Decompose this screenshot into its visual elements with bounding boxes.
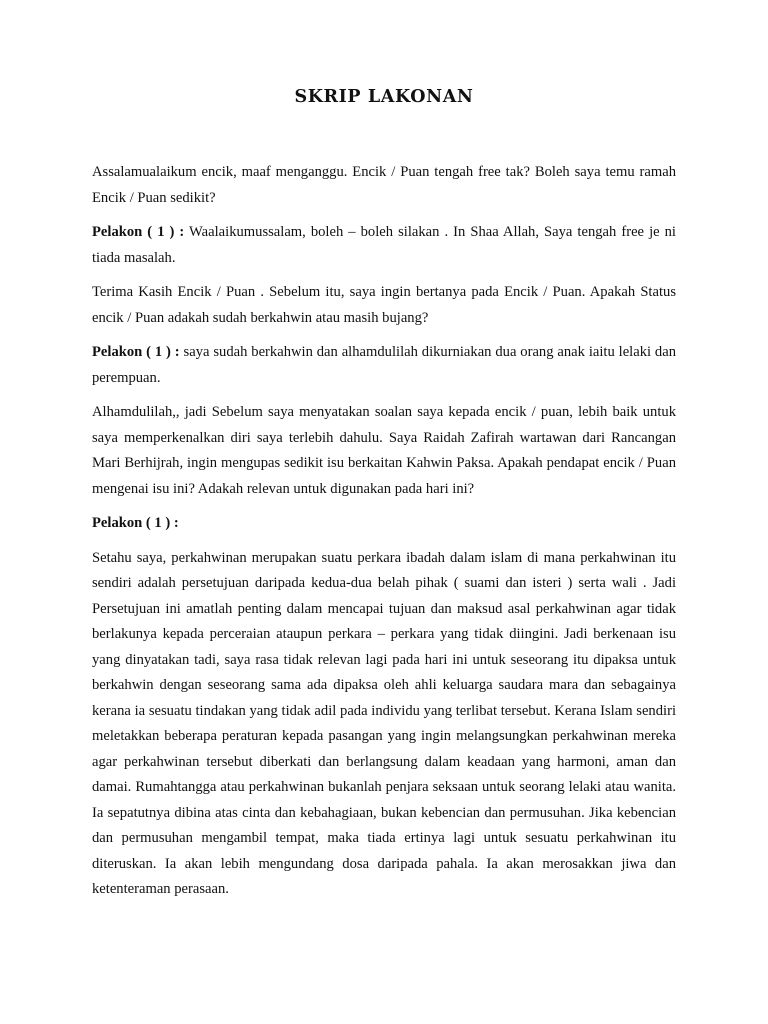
paragraph-introduction (92, 400, 676, 502)
document-title: SKRIP LAKONAN (294, 87, 474, 107)
paragraph-actor-reply-2 (92, 340, 676, 391)
paragraph-actor-reply-1 (92, 220, 676, 271)
paragraph-actor-answer (92, 546, 676, 903)
script-body (92, 160, 676, 912)
paragraph-actor-label (92, 511, 676, 537)
paragraph-greeting (92, 160, 676, 211)
speaker-label: Pelakon ( 1 ) : (92, 344, 180, 360)
paragraph-text: Waalaikumussalam, boleh – boleh silakan . In Shaa Allah, Saya tengah free je ni tiada masalah. (92, 224, 676, 266)
speaker-label: Pelakon ( 1 ) : (92, 224, 185, 240)
paragraph-text: Alhamdulilah,, jadi Sebelum saya menyatakan soalan saya kepada encik / puan, lebih baik untuk saya memperkenalkan diri saya terlebih dahulu. Saya Raidah Zafirah wartawan dari Rancangan Mari Berhijrah, ingin mengupas sedikit isu berkaitan Kahwin Paksa. Apakah pendapat encik / Puan mengenai isu ini? Adakah relevan untuk digunakan pada hari ini? (92, 404, 676, 497)
paragraph-text: saya sudah berkahwin dan alhamdulilah dikurniakan dua orang anak iaitu lelaki dan perempuan. (92, 344, 677, 386)
paragraph-status-question (92, 280, 676, 331)
paragraph-text: Assalamualaikum encik, maaf menganggu. Encik / Puan tengah free tak? Boleh saya temu ramah Encik / Puan sedikit? (92, 164, 676, 206)
paragraph-text: Terima Kasih Encik / Puan . Sebelum itu, saya ingin bertanya pada Encik / Puan. Apakah Status encik / Puan adakah sudah berkahwin atau masih bujang? (92, 284, 676, 326)
paragraph-text: Setahu saya, perkahwinan merupakan suatu perkara ibadah dalam islam di mana perkahwinan itu sendiri adalah persetujuan daripada kedua-dua belah pihak ( suami dan isteri ) serta wali . Jadi Persetujuan ini amatlah penting dalam mencapai tujuan dan maksud asal perkahwinan agar tidak berlakunya kepada perceraian ataupun perkara – perkara yang tidak diingini. Jadi berkenaan isu yang dinyatakan tadi, saya rasa tidak relevan lagi pada hari ini untuk seseorang itu dipaksa untuk berkahwin dengan seseorang sama ada dipaksa oleh ahli keluarga saudara mara dan sebagainya kerana ia sesuatu tindakan yang tidak adil pada individu yang terlibat tersebut. Kerana Islam sendiri meletakkan beberapa peraturan kepada pasangan yang ingin melangsungkan perkahwinan mereka agar perkahwinan tersebut diberkati dan berlangsung dalam keadaan yang harmoni, aman dan damai. Rumahtangga atau perkahwinan bukanlah penjara seksaan untuk seorang lelaki atau wanita. Ia sepatutnya dibina atas cinta dan kebahagiaan, bukan kebencian dan permusuhan. Jika kebencian dan permusuhan mengambil tempat, maka tiada ertinya lagi untuk sesuatu perkahwinan itu diteruskan. Ia akan lebih mengundang dosa daripada pahala. Ia akan merosakkan jiwa dan ketenteraman perasaan. (92, 549, 676, 897)
speaker-label: Pelakon ( 1 ) : (92, 515, 179, 531)
